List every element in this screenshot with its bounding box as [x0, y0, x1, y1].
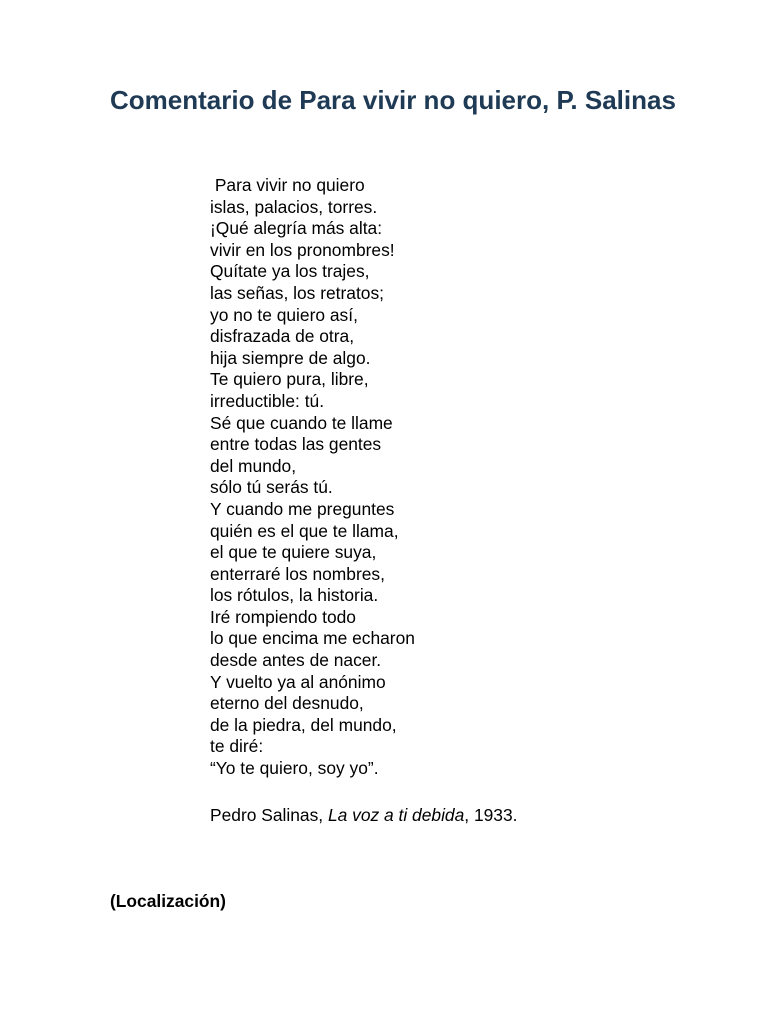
poem-line: el que te quiere suya,: [210, 542, 377, 563]
poem-line: vivir en los pronombres!: [210, 239, 395, 260]
poem-line: Sé que cuando te llame: [210, 412, 393, 433]
citation-year: , 1933.: [464, 805, 518, 825]
poem-line: islas, palacios, torres.: [210, 196, 378, 217]
poem-line: los rótulos, la historia.: [210, 585, 379, 606]
poem-line: del mundo,: [210, 455, 297, 476]
poem-line: las señas, los retratos;: [210, 282, 384, 303]
document-title: Comentario de Para vivir no quiero, P. Salinas: [110, 85, 676, 115]
poem-line: hija siempre de algo.: [210, 347, 371, 368]
poem-line: enterraré los nombres,: [210, 563, 385, 584]
poem: [210, 175, 670, 780]
poem-line: desde antes de nacer.: [210, 650, 382, 671]
poem-line: Y vuelto ya al anónimo: [210, 671, 386, 692]
poem-line: Para vivir no quiero: [210, 175, 365, 195]
citation-author: Pedro Salinas,: [210, 805, 328, 825]
poem-line: Te quiero pura, libre,: [210, 369, 369, 390]
citation-work: La voz a ti debida: [327, 805, 465, 825]
poem-line: Y cuando me preguntes: [210, 498, 395, 519]
poem-line: irreductible: tú.: [210, 390, 325, 411]
poem-line: entre todas las gentes: [210, 434, 382, 455]
poem-line: eterno del desnudo,: [210, 693, 364, 714]
poem-line: de la piedra, del mundo,: [210, 714, 397, 735]
poem-line: “Yo te quiero, soy yo”.: [210, 758, 379, 779]
poem-line: ¡Qué alegría más alta:: [210, 218, 383, 239]
poem-line: lo que encima me echaron: [210, 628, 415, 649]
poem-line: disfrazada de otra,: [210, 326, 355, 347]
poem-citation: [210, 804, 517, 826]
poem-line: Quítate ya los trajes,: [210, 261, 370, 282]
poem-line: quién es el que te llama,: [210, 520, 399, 541]
section-heading-localizacion: (Localización): [110, 891, 226, 911]
poem-line: sólo tú serás tú.: [210, 477, 333, 498]
poem-line: te diré:: [210, 736, 264, 757]
poem-line: Iré rompiendo todo: [210, 606, 356, 627]
poem-line: yo no te quiero así,: [210, 304, 358, 325]
